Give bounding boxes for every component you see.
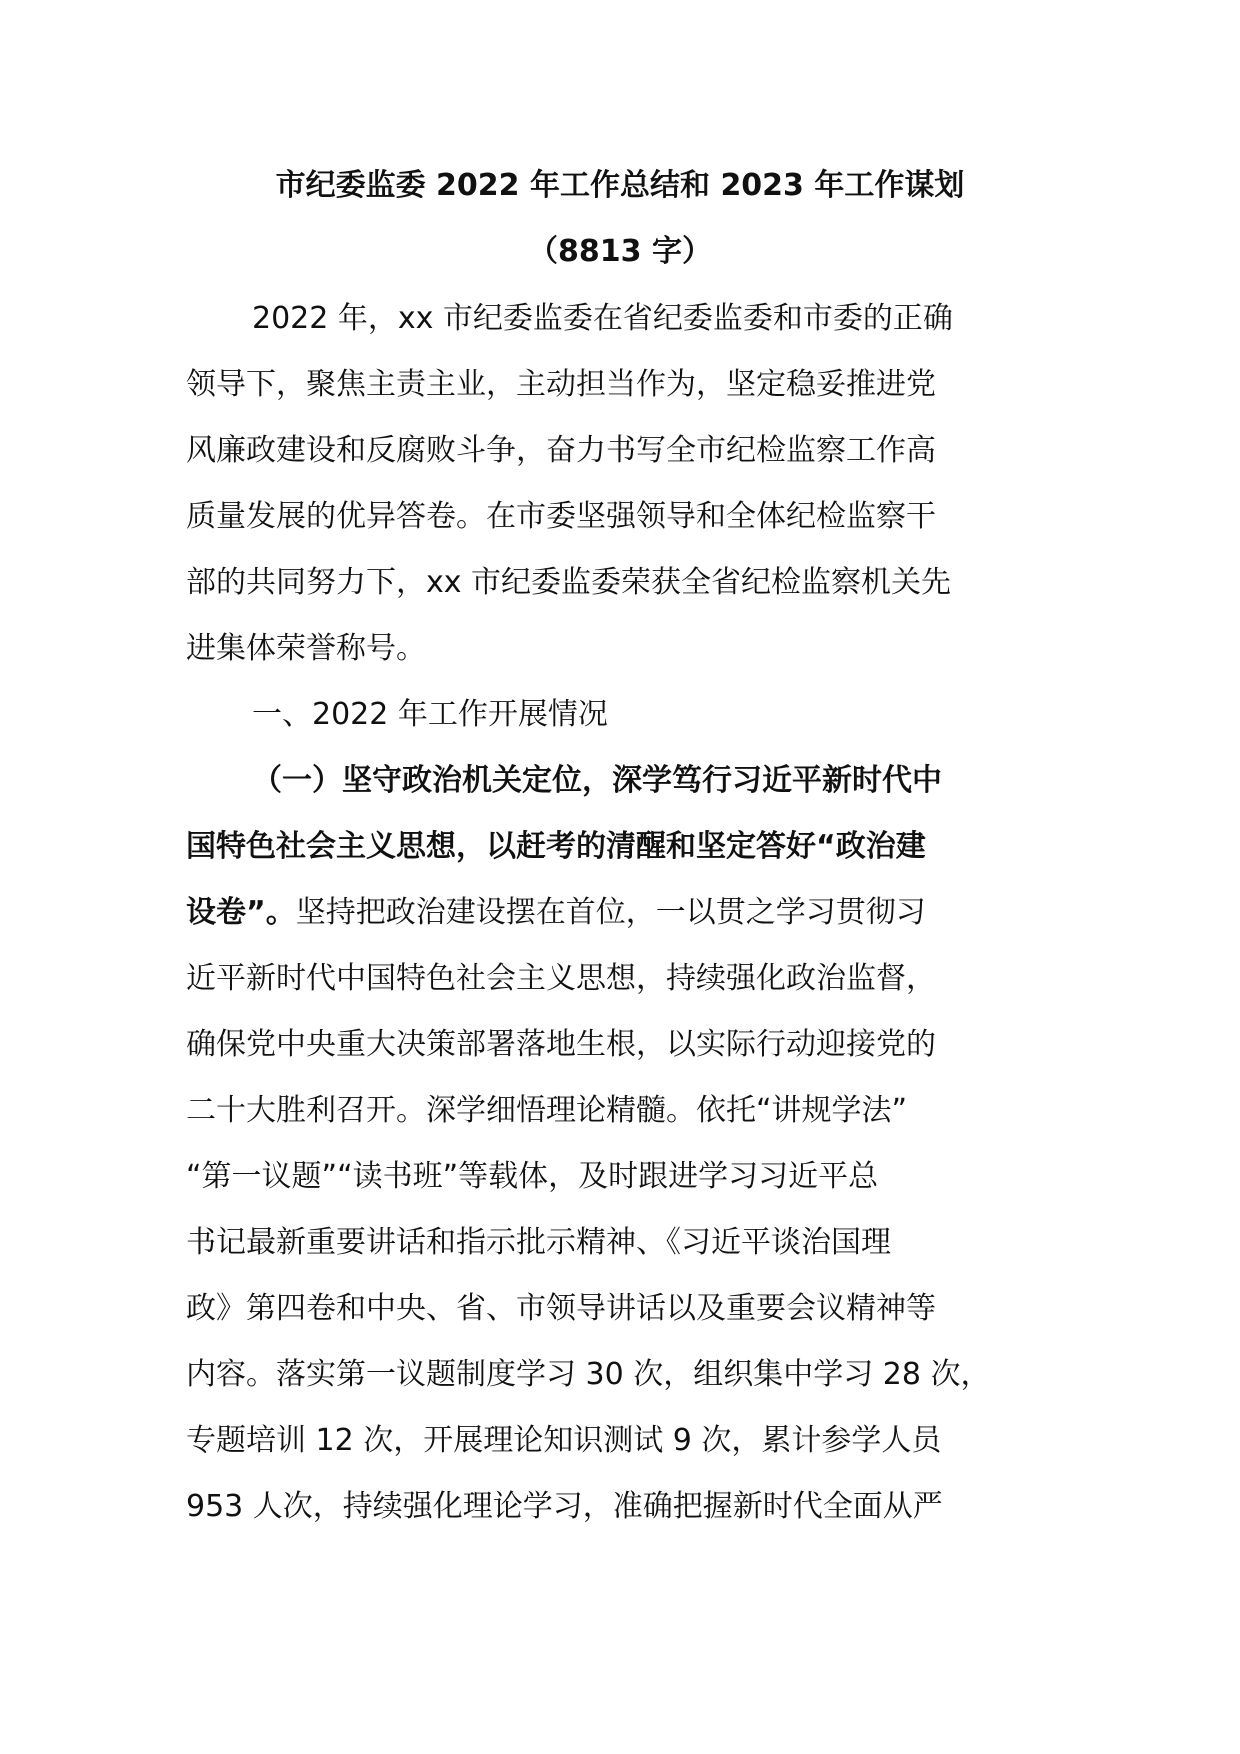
body-line [186, 1218, 891, 1268]
line-text: 2022 年，xx 市纪委监委在省纪委监委和市委的正确 [252, 301, 953, 336]
line-text: 953 人次，持续强化理论学习，准确把握新时代全面从严 [186, 1489, 943, 1524]
document-subtitle: （8813 字） [528, 234, 712, 269]
line-text: “第一议题”“读书班”等载体，及时跟进学习习近平总 [186, 1159, 879, 1194]
subsection-heading [252, 756, 942, 806]
body-line [186, 888, 926, 938]
line-text: 风廉政建设和反腐败斗争，奋力书写全市纪检监察工作高 [186, 433, 936, 468]
body-line [186, 1284, 936, 1334]
body-line [186, 624, 426, 674]
document-title: 市纪委监委 2022 年工作总结和 2023 年工作谋划 [275, 168, 965, 203]
line-text: 质量发展的优异答卷。在市委坚强领导和全体纪检监察干 [186, 499, 936, 534]
bold-text: 国特色社会主义思想，以赶考的清醒和坚定答好“政治建 [186, 829, 926, 864]
subsection-heading [186, 822, 926, 872]
body-line [186, 954, 936, 1004]
line-text: 坚持把政治建设摆在首位，一以贯之学习贯彻习 [295, 895, 926, 930]
line-text: 内容。落实第一议题制度学习 30 次，组织集中学习 28 次， [186, 1357, 991, 1392]
body-line [252, 294, 953, 344]
line-text: 近平新时代中国特色社会主义思想，持续强化政治监督， [186, 961, 936, 996]
body-line [186, 492, 936, 542]
line-text: 专题培训 12 次，开展理论知识测试 9 次，累计参学人员 [186, 1423, 942, 1458]
line-text: 政》第四卷和中央、省、市领导讲话以及重要会议精神等 [186, 1291, 936, 1326]
line-text: 进集体荣誉称号。 [186, 631, 426, 666]
bold-text: （一）坚守政治机关定位，深学笃行习近平新时代中 [252, 763, 942, 798]
body-line [186, 1350, 991, 1400]
bold-text: 设卷”。 [186, 895, 296, 930]
body-line [186, 1086, 907, 1136]
body-line [186, 426, 936, 476]
line-text: 确保党中央重大决策部署落地生根，以实际行动迎接党的 [186, 1027, 936, 1062]
body-line [186, 1416, 941, 1466]
body-line [186, 360, 936, 410]
line-text: 书记最新重要讲话和指示批示精神、《习近平谈治国理 [186, 1225, 891, 1260]
line-text: 领导下，聚焦主责主业，主动担当作为，坚定稳妥推进党 [186, 367, 936, 402]
line-text: 一、2022 年工作开展情况 [252, 697, 608, 732]
body-line [186, 1020, 936, 1070]
section-heading [252, 690, 608, 740]
body-line [186, 1482, 943, 1532]
body-line [186, 558, 951, 608]
line-text: 部的共同努力下，xx 市纪委监委荣获全省纪检监察机关先 [186, 565, 952, 600]
body-line [186, 1152, 878, 1202]
line-text: 二十大胜利召开。深学细悟理论精髓。依托“讲规学法” [186, 1093, 908, 1128]
